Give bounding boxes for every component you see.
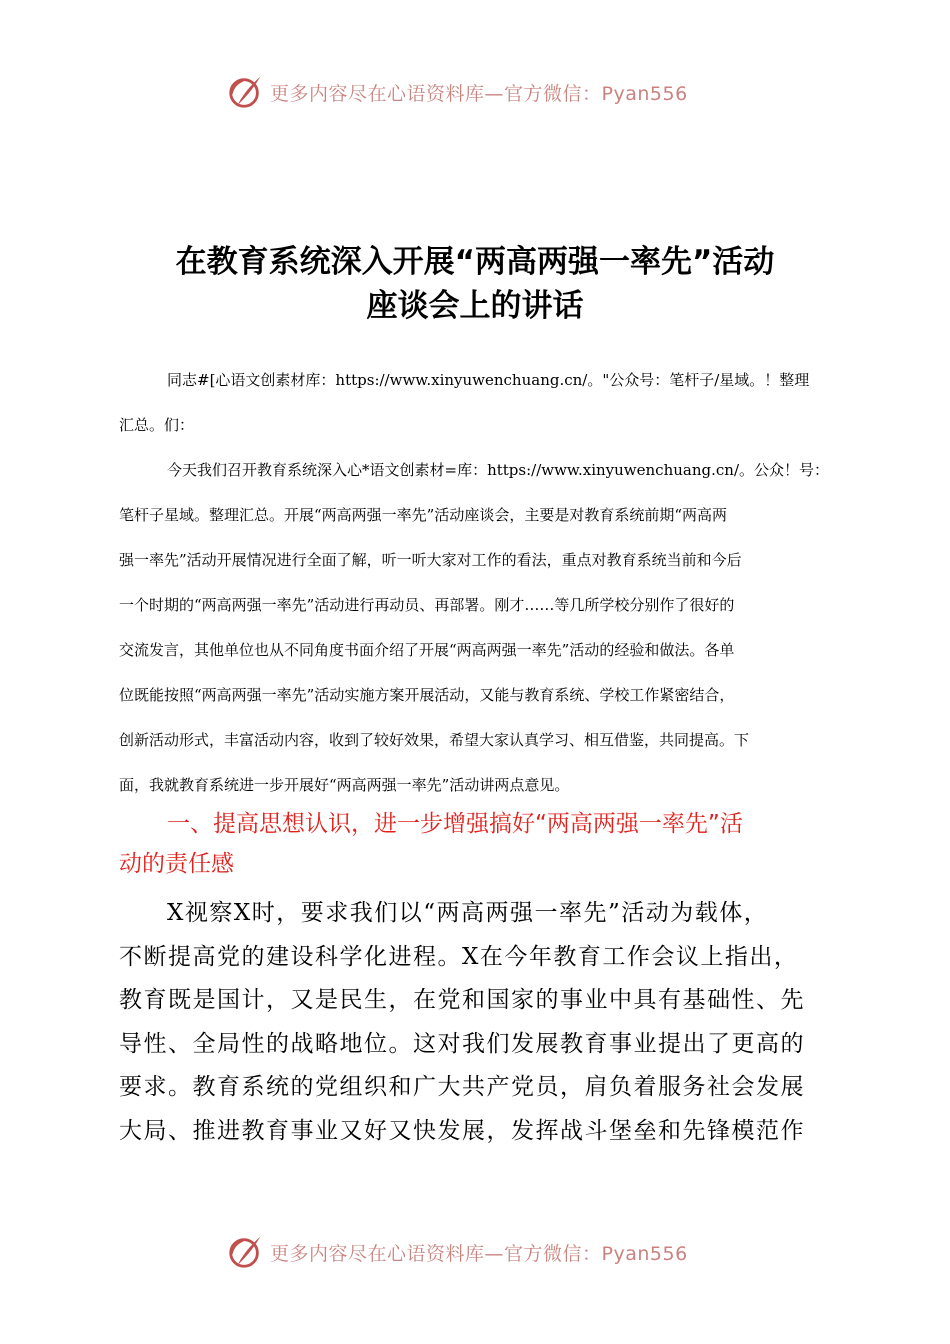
body-line: 一个时期的“两高两强一率先”活动进行再动员、再部署。刚才……等几所学校分别作了很好的 <box>119 596 735 614</box>
body-line: 面，我就教育系统进一步开展好“两高两强一率先”活动讲两点意见。 <box>119 776 570 794</box>
feather-pen-logo-icon <box>226 1233 264 1271</box>
body-line: 今天我们召开教育系统深入心*语文创素材=库：https://www.xinyuwenchuang.cn/。公众！号： <box>167 461 829 479</box>
body-line: 交流发言，其他单位也从不同角度书面介绍了开展“两高两强一率先”活动的经验和做法。各单 <box>119 641 735 659</box>
body-line: 位既能按照“两高两强一率先”活动实施方案开展活动，又能与教育系统、学校工作紧密结合， <box>119 686 735 704</box>
document-title-line-2: 座谈会上的讲话 <box>366 288 584 324</box>
section-body-line: 要求。教育系统的党组织和广大共产党员，肩负着服务社会发展 <box>119 1074 805 1100</box>
section-body-line: X视察X时，要求我们以“两高两强一率先”活动为载体， <box>167 900 769 926</box>
banner-text: 更多内容尽在心语资料库—官方微信：Pyan556 <box>270 82 688 105</box>
section-body-line: 大局、推进教育事业又好又快发展，发挥战斗堡垒和先锋模范作 <box>119 1117 805 1144</box>
section-body-line: 不断提高党的建设科学化进程。X在今年教育工作会议上指出， <box>119 943 799 970</box>
banner-text: 更多内容尽在心语资料库—官方微信：Pyan556 <box>270 1242 688 1265</box>
body-line: 创新活动形式，丰富活动内容，收到了较好效果，希望大家认真学习、相互借鉴，共同提高。下 <box>119 731 750 749</box>
document-title-line-1: 在教育系统深入开展“两高两强一率先”活动 <box>175 244 775 280</box>
feather-pen-logo-icon <box>226 73 264 111</box>
body-line: 同志#[心语文创素材库：https://www.xinyuwenchuang.cn/。"公众号：笔杆子/星域。！整理 <box>167 371 810 389</box>
section-body-line: 教育既是国计，又是民生，在党和国家的事业中具有基础性、先 <box>119 987 805 1013</box>
body-line: 笔杆子星域。整理汇总。开展“两高两强一率先”活动座谈会，主要是对教育系统前期“两高两 <box>119 506 728 524</box>
body-line: 强一率先”活动开展情况进行全面了解，听一听大家对工作的看法，重点对教育系统当前和今后 <box>119 551 742 569</box>
section-heading <box>119 804 833 884</box>
section-body <box>119 892 833 1153</box>
footer-banner <box>226 1232 746 1272</box>
section-heading-line-1: 一、提高思想认识，进一步增强搞好“两高两强一率先”活 <box>167 811 743 837</box>
header-banner <box>226 72 746 112</box>
body-small-text <box>119 358 833 808</box>
section-body-line: 导性、全局性的战略地位。这对我们发展教育事业提出了更高的 <box>119 1030 805 1057</box>
section-heading-line-2: 动的责任感 <box>119 851 234 877</box>
body-line: 汇总。们： <box>119 416 195 434</box>
